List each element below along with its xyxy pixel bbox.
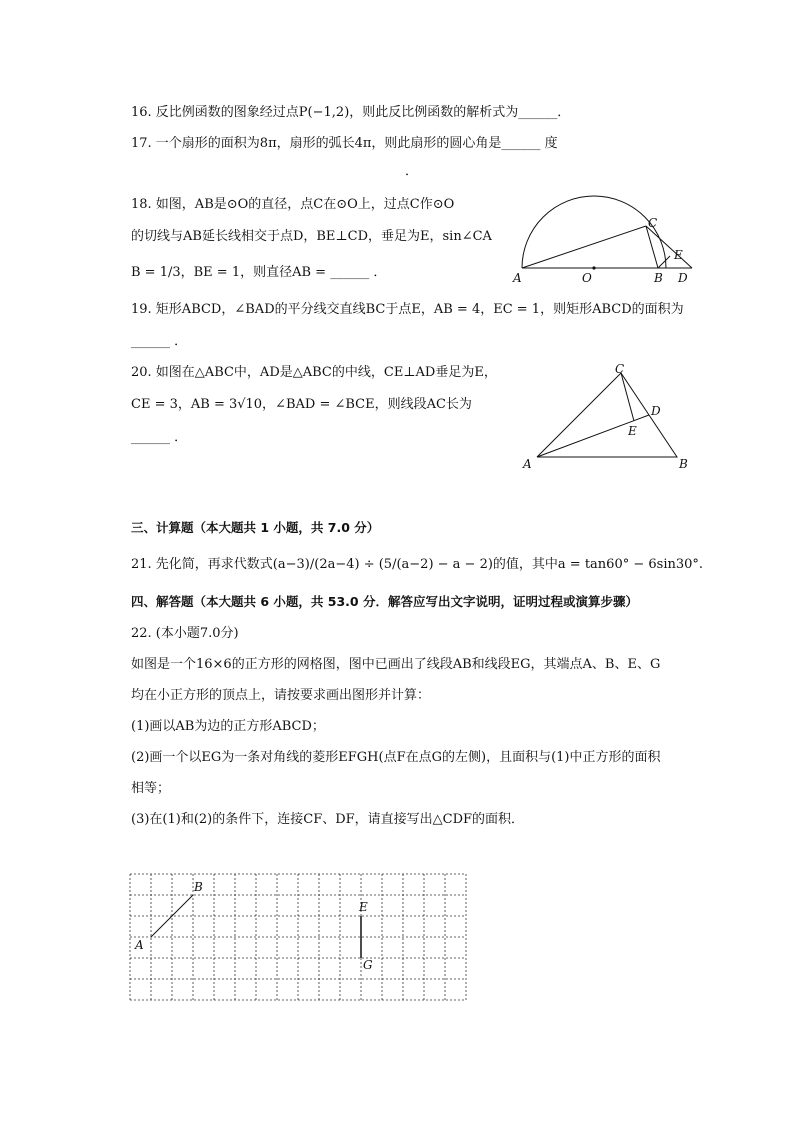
fig20-label-C: C [615, 362, 625, 376]
question-22-line-2: 均在小正方形的顶点上，请按要求画出图形并计算： [131, 688, 431, 703]
question-19-line-1: 19. 矩形ABCD，∠BAD的平分线交直线BC于点E，AB = 4，EC = 1，则矩形ABCD的面积为 [131, 302, 684, 317]
question-17: 17. 一个扇形的面积为8π，扇形的弧长4π，则此扇形的圆心角是______ 度 [131, 136, 558, 151]
question-20-line-2: CE = 3，AB = 3√10，∠BAD = ∠BCE，则线段AC长为 [131, 397, 472, 412]
section-3-heading: 三、计算题（本大题共 1 小题，共 7.0 分） [131, 520, 380, 535]
question-18-line-3: B = 1/3，BE = 1，则直径AB = ______ ． [131, 265, 387, 280]
question-18-line-1: 18. 如图，AB是⊙O的直径，点C在⊙O上，过点C作⊙O [131, 197, 455, 212]
question-18-line-2: 的切线与AB延长线相交于点D，BE⊥CD，垂足为E，sin∠CA [131, 229, 492, 244]
question-22-part-2a: (2)画一个以EG为一条对角线的菱形EFGH(点F在点G的左侧)，且面积与(1)中正方形的面积 [131, 750, 661, 765]
question-22-part-2b: 相等； [131, 781, 171, 796]
question-22-title: 22. (本小题7.0分) [131, 626, 239, 641]
fig18-label-B: B [654, 271, 663, 285]
question-21: 21. 先化简，再求代数式(a−3)/(2a−4) ÷ (5/(a−2) − a − 2)的值，其中a = tan60° − 6sin30°. [131, 557, 704, 572]
fig20-label-A: A [523, 457, 532, 471]
question-22-part-3: (3)在(1)和(2)的条件下，连接CF、DF，请直接写出△CDF的面积． [131, 812, 525, 827]
fig18-label-O: O [582, 271, 592, 285]
fig20-label-B: B [679, 457, 688, 471]
question-19-line-2: ______ ． [131, 334, 188, 349]
question-16: 16. 反比例函数的图象经过点P(−1,2)，则此反比例函数的解析式为______． [131, 105, 571, 120]
fig20-label-E: E [628, 424, 637, 438]
grid-label-A: A [135, 938, 144, 952]
question-22-line-1: 如图是一个16×6的正方形的网格图，图中已画出了线段AB和线段EG，其端点A、B、E、G [131, 657, 661, 672]
grid-label-G: G [363, 958, 373, 972]
question-22-grid-figure [126, 870, 471, 1005]
grid-label-B: B [194, 880, 203, 894]
fig20-label-D: D [651, 404, 661, 418]
question-22-part-1: (1)画以AB为边的正方形ABCD； [131, 719, 325, 734]
grid-label-E: E [359, 900, 368, 914]
figure-20-triangle-diagram [515, 360, 705, 475]
figure-18-semicircle-diagram [508, 190, 698, 290]
question-20-line-1: 20. 如图在△ABC中，AD是△ABC的中线，CE⊥AD垂足为E， [131, 365, 497, 380]
fig18-label-A: A [513, 271, 522, 285]
fig18-label-E: E [674, 248, 683, 262]
question-20-line-3: ______ ． [131, 430, 188, 445]
section-4-heading: 四、解答题（本大题共 6 小题，共 53.0 分．解答应写出文字说明，证明过程或演算步骤） [131, 594, 638, 609]
fig18-label-D: D [678, 271, 688, 285]
fig18-label-C: C [648, 216, 658, 230]
question-17-period: ． [405, 164, 419, 179]
